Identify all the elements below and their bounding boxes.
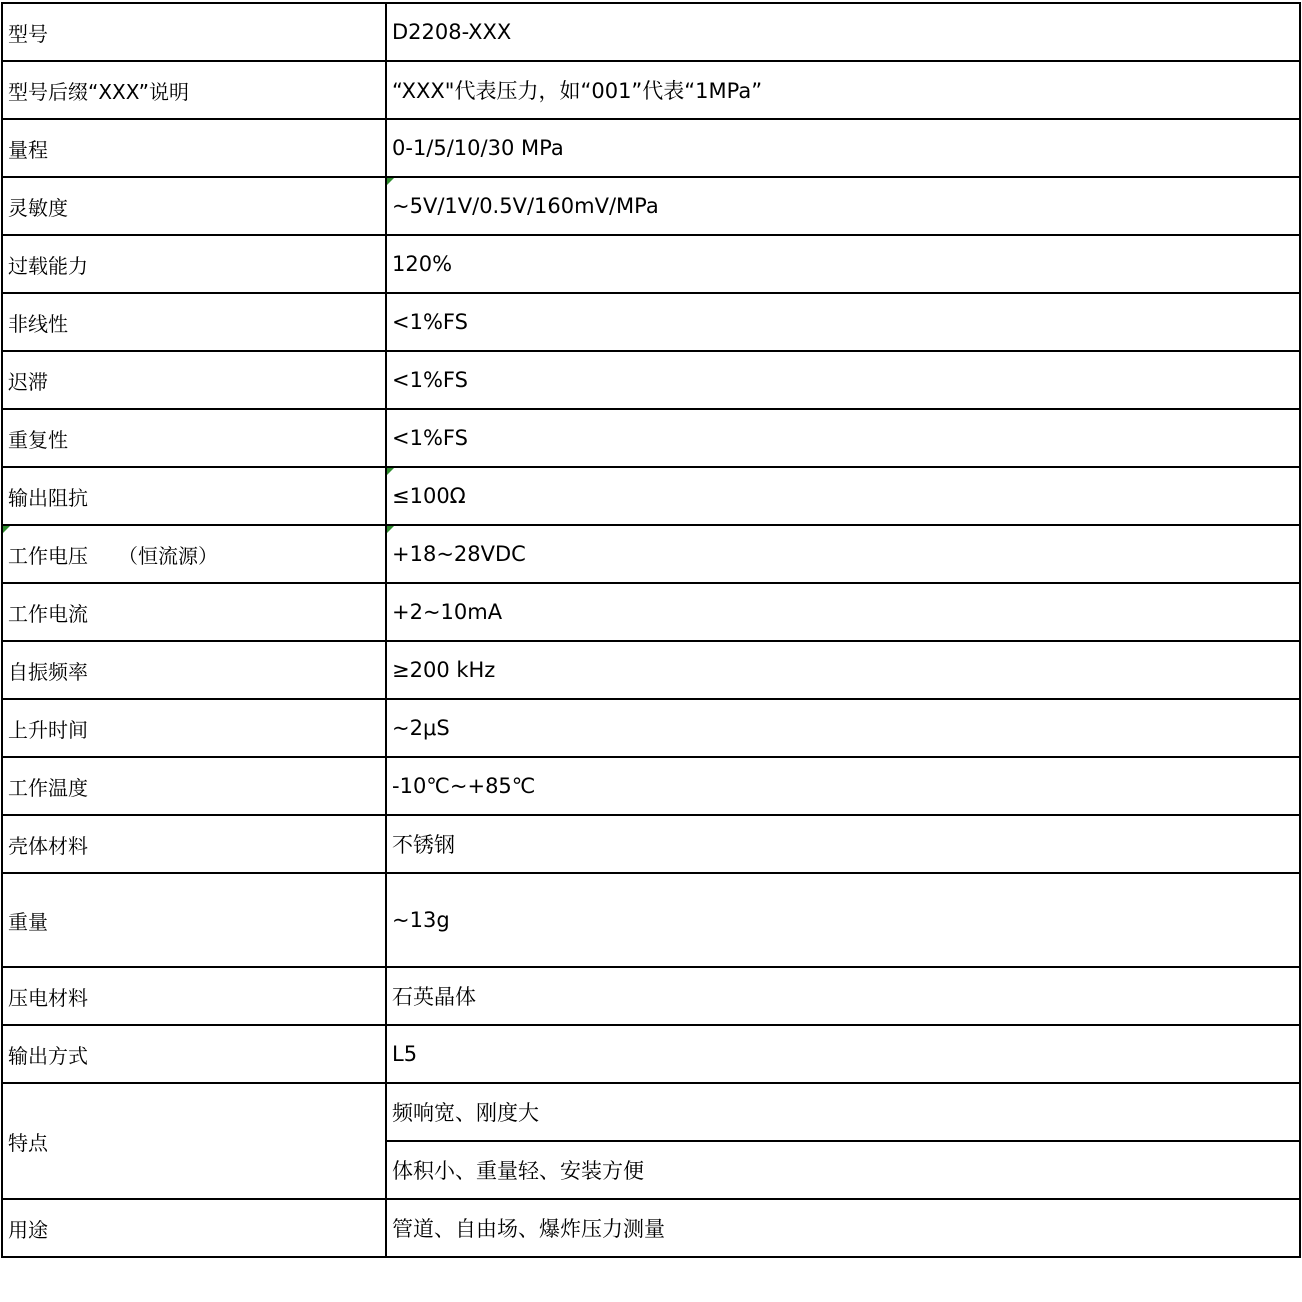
- row-label-features: 特点: [2, 1083, 386, 1199]
- table-row: [2, 525, 1300, 583]
- row-label-weight: 重量: [2, 873, 386, 967]
- row-label-suffix: 型号后缀“XXX”说明: [2, 61, 386, 119]
- row-label-resonant-frequency: 自振频率: [2, 641, 386, 699]
- row-label-range: 量程: [2, 119, 386, 177]
- row-label-usage: 用途: [2, 1199, 386, 1257]
- row-value-working-current: +2~10mA: [386, 583, 1300, 641]
- row-label-output-impedance: 输出阻抗: [2, 467, 386, 525]
- row-value-housing-material: 不锈钢: [386, 815, 1300, 873]
- table-row: [2, 757, 1300, 815]
- row-value-usage: 管道、自由场、爆炸压力测量: [386, 1199, 1300, 1257]
- spec-table: [1, 2, 1301, 1258]
- row-label-overload: 过载能力: [2, 235, 386, 293]
- table-row: [2, 467, 1300, 525]
- row-value-rise-time: ~2μS: [386, 699, 1300, 757]
- table-row: [2, 699, 1300, 757]
- row-value-features-2: 体积小、重量轻、安装方便: [386, 1141, 1300, 1199]
- row-value-suffix: “XXX"代表压力，如“001”代表“1MPa”: [386, 61, 1300, 119]
- row-value-hysteresis: <1%FS: [386, 351, 1300, 409]
- row-value-resonant-frequency: ≥200 kHz: [386, 641, 1300, 699]
- row-value-working-voltage: +18~28VDC: [386, 525, 1300, 583]
- table-row: [2, 967, 1300, 1025]
- table-row: [2, 235, 1300, 293]
- row-value-output-impedance: ≤100Ω: [386, 467, 1300, 525]
- row-value-nonlinearity: <1%FS: [386, 293, 1300, 351]
- table-row: [2, 641, 1300, 699]
- cell-corner-marker: [387, 178, 394, 185]
- table-row: [2, 873, 1300, 967]
- table-row: [2, 177, 1300, 235]
- table-row: [2, 815, 1300, 873]
- row-label-output-mode: 输出方式: [2, 1025, 386, 1083]
- cell-corner-marker: [387, 468, 394, 475]
- row-value-weight: ~13g: [386, 873, 1300, 967]
- row-label-rise-time: 上升时间: [2, 699, 386, 757]
- table-row: [2, 61, 1300, 119]
- row-label-nonlinearity: 非线性: [2, 293, 386, 351]
- table-row: [2, 3, 1300, 61]
- table-row: [2, 293, 1300, 351]
- row-value-model: D2208-XXX: [386, 3, 1300, 61]
- table-row: [2, 351, 1300, 409]
- table-row: [2, 409, 1300, 467]
- row-label-working-voltage: 工作电压 （恒流源）: [2, 525, 386, 583]
- row-label-sensitivity: 灵敏度: [2, 177, 386, 235]
- table-row: [2, 583, 1300, 641]
- row-value-piezo-material: 石英晶体: [386, 967, 1300, 1025]
- row-value-features-1: 频响宽、刚度大: [386, 1083, 1300, 1141]
- row-label-housing-material: 壳体材料: [2, 815, 386, 873]
- row-value-sensitivity: ~5V/1V/0.5V/160mV/MPa: [386, 177, 1300, 235]
- row-label-piezo-material: 压电材料: [2, 967, 386, 1025]
- table-row: [2, 1199, 1300, 1257]
- cell-corner-marker: [3, 526, 10, 533]
- row-label-working-current: 工作电流: [2, 583, 386, 641]
- row-value-working-temperature: -10℃~+85℃: [386, 757, 1300, 815]
- cell-corner-marker: [387, 526, 394, 533]
- row-label-hysteresis: 迟滞: [2, 351, 386, 409]
- row-value-repeatability: <1%FS: [386, 409, 1300, 467]
- row-value-output-mode: L5: [386, 1025, 1300, 1083]
- row-value-range: 0-1/5/10/30 MPa: [386, 119, 1300, 177]
- table-row: [2, 1025, 1300, 1083]
- row-label-working-temperature: 工作温度: [2, 757, 386, 815]
- table-row: [2, 119, 1300, 177]
- table-row: [2, 1083, 1300, 1141]
- row-label-repeatability: 重复性: [2, 409, 386, 467]
- row-value-overload: 120%: [386, 235, 1300, 293]
- row-label-model: 型号: [2, 3, 386, 61]
